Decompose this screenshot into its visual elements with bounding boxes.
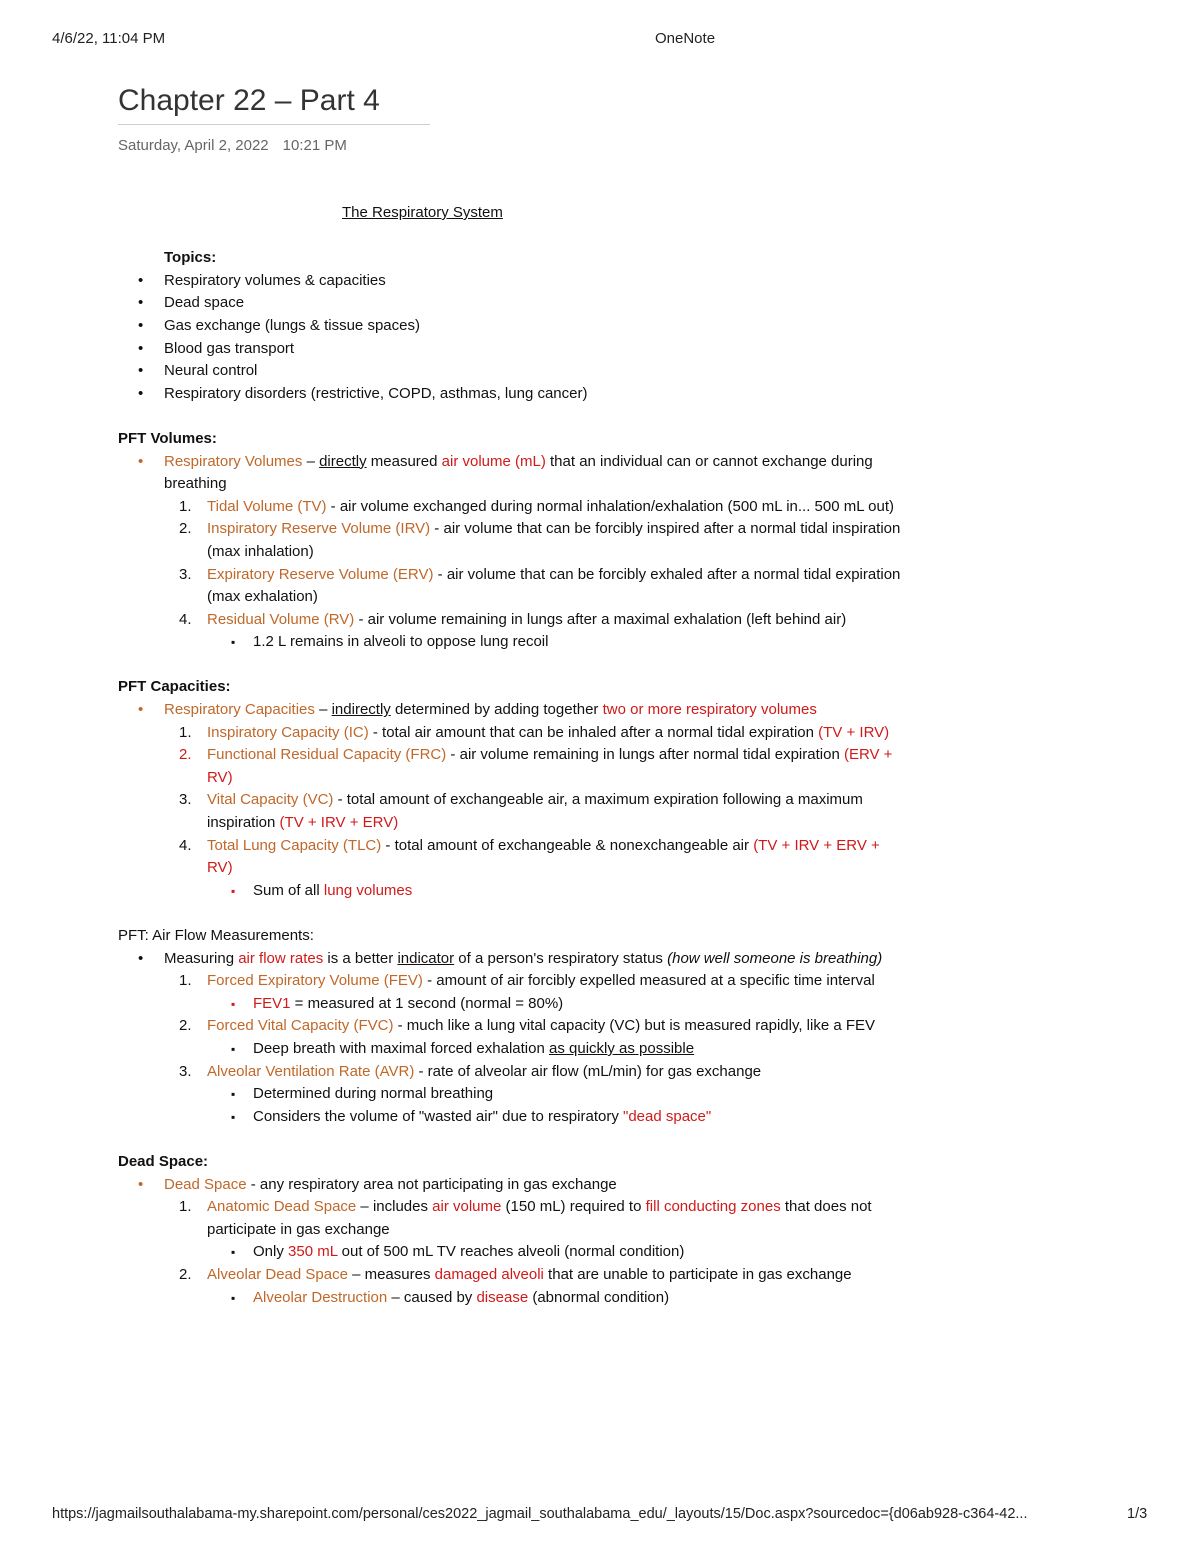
list-item: • Gas exchange (lungs & tissue spaces) — [164, 315, 908, 338]
section-heading-airflow: PFT: Air Flow Measurements: — [118, 927, 314, 944]
section-heading-capacities: PFT Capacities: — [118, 678, 231, 696]
list-item: 3. Alveolar Ventilation Rate (AVR) - rate of alveolar air flow (mL/min) for gas exchange ▪ Determined during normal breathing ▪ Considers the volume of "wasted air" due to respiratory "dead space" — [207, 1061, 908, 1129]
list-item: ▪ Alveolar Destruction – caused by disease (abnormal condition) — [253, 1287, 908, 1310]
print-footer-url: https://jagmailsouthalabama-my.sharepoint.com/personal/ces2022_jagmail_southalabama_edu/_layouts/15/Doc.aspx?sourcedoc={d06ab928-c364-42... — [52, 1506, 1028, 1522]
capacities-list — [118, 699, 908, 902]
list-item: • Dead space — [164, 292, 908, 315]
list-item: 2. Inspiratory Reserve Volume (IRV) - air volume that can be forcibly inspired after a normal tidal inspiration (max inhalation) — [179, 520, 901, 560]
list-item: • Neural control — [164, 360, 908, 383]
list-item: • Respiratory Capacities – indirectly determined by adding together two or more respiratory volumes 1. Inspiratory Capacity (IC) - total air amount that can be inhaled after a normal tidal expiration (TV + IRV) 2. Functional Residual Capacity (FRC) - air volume remaining in lungs after normal tidal expiration (ERV + RV) 3. Vital Capacity (VC) - total amount of exchangeable air, a maximum expiration following a maximum inspiration (TV + IRV + ERV) 4. Total Lung Capacity (TLC) - total amount of exchangeable & nonexchangeable air (TV + IRV + ERV + RV) ▪ Sum of all lung volumes — [164, 699, 908, 902]
list-item: ▪ Sum of all lung volumes — [253, 880, 908, 903]
topics-label: Topics: — [164, 249, 217, 267]
page-title[interactable]: Chapter 22 – Part 4 — [118, 84, 380, 117]
list-item: 2. Alveolar Dead Space – measures damaged alveoli that are unable to participate in gas exchange ▪ Alveolar Destruction – caused by disease (abnormal condition) — [207, 1264, 908, 1309]
note-body[interactable] — [118, 202, 908, 1309]
list-item: • Respiratory volumes & capacities — [164, 270, 908, 293]
list-item: • Respiratory Volumes – directly measured air volume (mL) that an individual can or cannot exchange during breathing 1. Tidal Volume (TV) - air volume exchanged during normal inhalation/exhalation (500 mL in... 500 mL out) 2. Inspiratory Reserve Volume (IRV) - air volume that can be forcibly inspired after a normal tidal inspiration (max inhalation) 3. Expiratory Reserve Volume (ERV) - air volume that can be forcibly exhaled after a normal tidal expiration (max exhalation) 4. Residual Volume (RV) - air volume remaining in lungs after a maximal exhalation (left behind air) ▪ 1.2 L remains in alveoli to oppose lung recoil — [164, 451, 908, 654]
airflow-sublist — [164, 970, 908, 1128]
airflow-list — [118, 948, 908, 1129]
list-item: • Dead Space - any respiratory area not participating in gas exchange 1. Anatomic Dead Space – includes air volume (150 mL) required to fill conducting zones that does not participate in gas exchange ▪ Only 350 mL out of 500 mL TV reaches alveoli (normal condition) 2. Alveolar Dead Space – measures damaged alveoli that are unable to participate in gas exchange ▪ Alveolar Destruction – caused by disease (abnormal condition) — [164, 1174, 908, 1310]
list-item: ▪ Determined during normal breathing — [253, 1083, 908, 1106]
dead-space-sublist — [164, 1196, 908, 1309]
dead-space-list — [118, 1174, 908, 1310]
list-item: 1. Forced Expiratory Volume (FEV) - amount of air forcibly expelled measured at a specific time interval ▪ FEV1 = measured at 1 second (normal = 80%) — [207, 970, 908, 1015]
list-item: ▪ Only 350 mL out of 500 mL TV reaches alveoli (normal condition) — [253, 1241, 908, 1264]
print-header-app: OneNote — [655, 30, 716, 47]
page-date: Saturday, April 2, 2022 — [118, 137, 269, 154]
list-item: ▪ FEV1 = measured at 1 second (normal = 80%) — [253, 993, 908, 1016]
list-item: 4. Total Lung Capacity (TLC) - total amount of exchangeable & nonexchangeable air (TV + IRV + ERV + RV) ▪ Sum of all lung volumes — [207, 835, 908, 903]
list-item: • Measuring air flow rates is a better indicator of a person's respiratory status (how well someone is breathing) 1. Forced Expiratory Volume (FEV) - amount of air forcibly expelled measured at a specific time interval ▪ FEV1 = measured at 1 second (normal = 80%) 2. Forced Vital Capacity (FVC) - much like a lung vital capacity (VC) but is measured rapidly, like a FEV ▪ Deep breath with maximal forced exhalation as quickly as possible 3. Alveolar Ventilation Rate (AVR) - rate of alveolar air flow (mL/min) for gas exchange ▪ Determined during normal breathing ▪ Considers the volume of "wasted air" due to respiratory "dead space" — [164, 948, 908, 1129]
section-heading-volumes: PFT Volumes: — [118, 429, 217, 447]
page-datetime — [118, 137, 347, 154]
print-footer-page: 1/3 — [1127, 1506, 1148, 1522]
capacities-sublist — [164, 722, 908, 903]
note-heading: The Respiratory System — [342, 204, 503, 221]
list-item: 2. Forced Vital Capacity (FVC) - much like a lung vital capacity (VC) but is measured rapidly, like a FEV ▪ Deep breath with maximal forced exhalation as quickly as possible — [207, 1015, 908, 1060]
list-item: 1. Tidal Volume (TV) - air volume exchanged during normal inhalation/exhalation (500 mL in... 500 mL out) — [179, 497, 895, 515]
list-item: • Respiratory disorders (restrictive, COPD, asthmas, lung cancer) — [164, 383, 908, 406]
print-header-datetime: 4/6/22, 11:04 PM — [52, 30, 166, 47]
list-item: ▪ Considers the volume of "wasted air" due to respiratory "dead space" — [253, 1106, 908, 1129]
list-item: 2. Functional Residual Capacity (FRC) - air volume remaining in lungs after normal tidal expiration (ERV + RV) — [179, 746, 893, 786]
list-item: ▪ Deep breath with maximal forced exhalation as quickly as possible — [253, 1038, 908, 1061]
volumes-sublist — [164, 496, 908, 654]
list-item: ▪ 1.2 L remains in alveoli to oppose lung recoil — [253, 631, 908, 654]
topics-list — [118, 270, 908, 406]
list-item: 3. Expiratory Reserve Volume (ERV) - air volume that can be forcibly exhaled after a normal tidal expiration (max exhalation) — [179, 565, 901, 606]
list-item: • Blood gas transport — [164, 338, 908, 361]
page-time: 10:21 PM — [282, 137, 347, 154]
list-item: 1. Inspiratory Capacity (IC) - total air amount that can be inhaled after a normal tidal expiration (TV + IRV) — [179, 723, 890, 741]
list-item: 1. Anatomic Dead Space – includes air volume (150 mL) required to fill conducting zones that does not participate in gas exchange ▪ Only 350 mL out of 500 mL TV reaches alveoli (normal condition) — [207, 1196, 908, 1264]
title-divider — [118, 124, 430, 125]
section-heading-dead-space: Dead Space: — [118, 1152, 209, 1170]
volumes-list — [118, 451, 908, 654]
list-item: 4. Residual Volume (RV) - air volume remaining in lungs after a maximal exhalation (left behind air) ▪ 1.2 L remains in alveoli to oppose lung recoil — [207, 609, 908, 654]
list-item: 3. Vital Capacity (VC) - total amount of exchangeable air, a maximum expiration following a maximum inspiration (TV + IRV + ERV) — [179, 791, 863, 832]
